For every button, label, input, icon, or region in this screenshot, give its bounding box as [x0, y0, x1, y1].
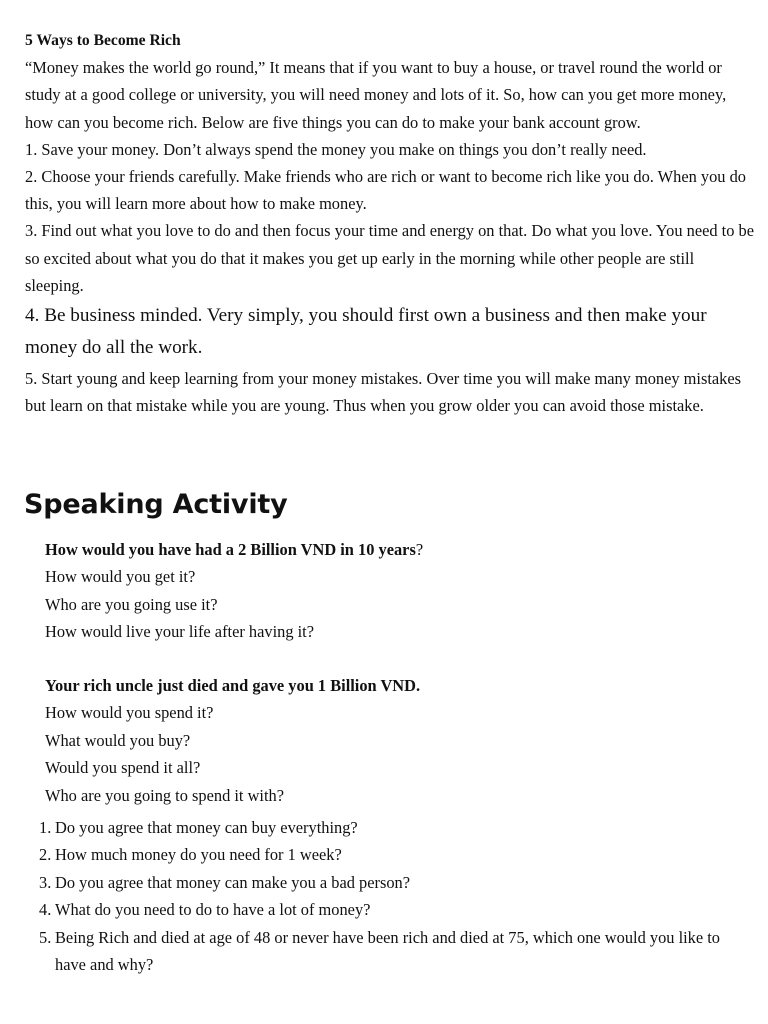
question-item: What would you buy? [45, 730, 191, 750]
question-block-rich-uncle [45, 672, 745, 809]
question-block-2-billion [45, 536, 745, 646]
discussion-questions-list [36, 814, 746, 978]
list-item [36, 869, 746, 896]
question-item: How would you get it? [45, 567, 196, 587]
list-number: 3. [39, 872, 52, 892]
reading-point: 5. Start young and keep learning from your money mistakes. Over time you will make many money mistakes but learn on that mistake while you are young. Thus when you grow older you can avoid those mistake. [25, 369, 742, 416]
question-item: Who are you going use it? [45, 594, 218, 614]
list-item-text: Being Rich and died at age of 48 or never have been rich and died at 75, which one would you like to have and why? [55, 927, 720, 975]
question-block-lead: How would you have had a 2 Billion VND in 10 years [45, 540, 416, 559]
list-item [36, 841, 746, 868]
list-number: 5. [39, 927, 52, 947]
question-item: Who are you going to spend it with? [45, 785, 284, 805]
list-item [36, 896, 746, 923]
question-item: How would you spend it? [45, 703, 214, 723]
list-item-text: What do you need to do to have a lot of money? [55, 900, 371, 920]
reading-passage [25, 27, 755, 419]
reading-point: 2. Choose your friends carefully. Make friends who are rich or want to become rich like you do. When you do this, you will learn more about how to make money. [25, 167, 746, 214]
list-item-text: How much money do you need for 1 week? [55, 845, 342, 865]
reading-intro: “Money makes the world go round,” It means that if you want to buy a house, or travel round the world or study at a good college or university, you will need money and lots of it. So, how can you get more money, how can you become rich. Below are five things you can do to make your bank account grow. [25, 58, 727, 132]
list-number: 2. [39, 845, 52, 865]
list-item-text: Do you agree that money can make you a bad person? [55, 872, 410, 892]
reading-title: 5 Ways to Become Rich [25, 32, 181, 49]
question-item: Would you spend it all? [45, 758, 201, 778]
list-item-text: Do you agree that money can buy everything? [55, 818, 358, 837]
list-number: 4. [39, 900, 52, 920]
speaking-activity-heading: Speaking Activity [24, 489, 288, 520]
question-block-lead-line [45, 536, 745, 563]
list-item [36, 924, 746, 979]
question-item: How would live your life after having it? [45, 622, 315, 642]
reading-point: 3. Find out what you love to do and then focus your time and energy on that. Do what you love. You need to be so excited about what you do that it makes you get up early in the morning while other people are still sleeping. [25, 221, 754, 295]
question-block-lead: Your rich uncle just died and gave you 1 Billion VND. [45, 676, 421, 695]
reading-point: 1. Save your money. Don’t always spend the money you make on things you don’t really need. [25, 139, 647, 159]
reading-point: 4. Be business minded. Very simply, you should first own a business and then make your money do all the work. [25, 305, 707, 359]
list-item [36, 814, 746, 841]
list-number: 1. [39, 818, 52, 837]
question-mark: ? [415, 540, 424, 559]
